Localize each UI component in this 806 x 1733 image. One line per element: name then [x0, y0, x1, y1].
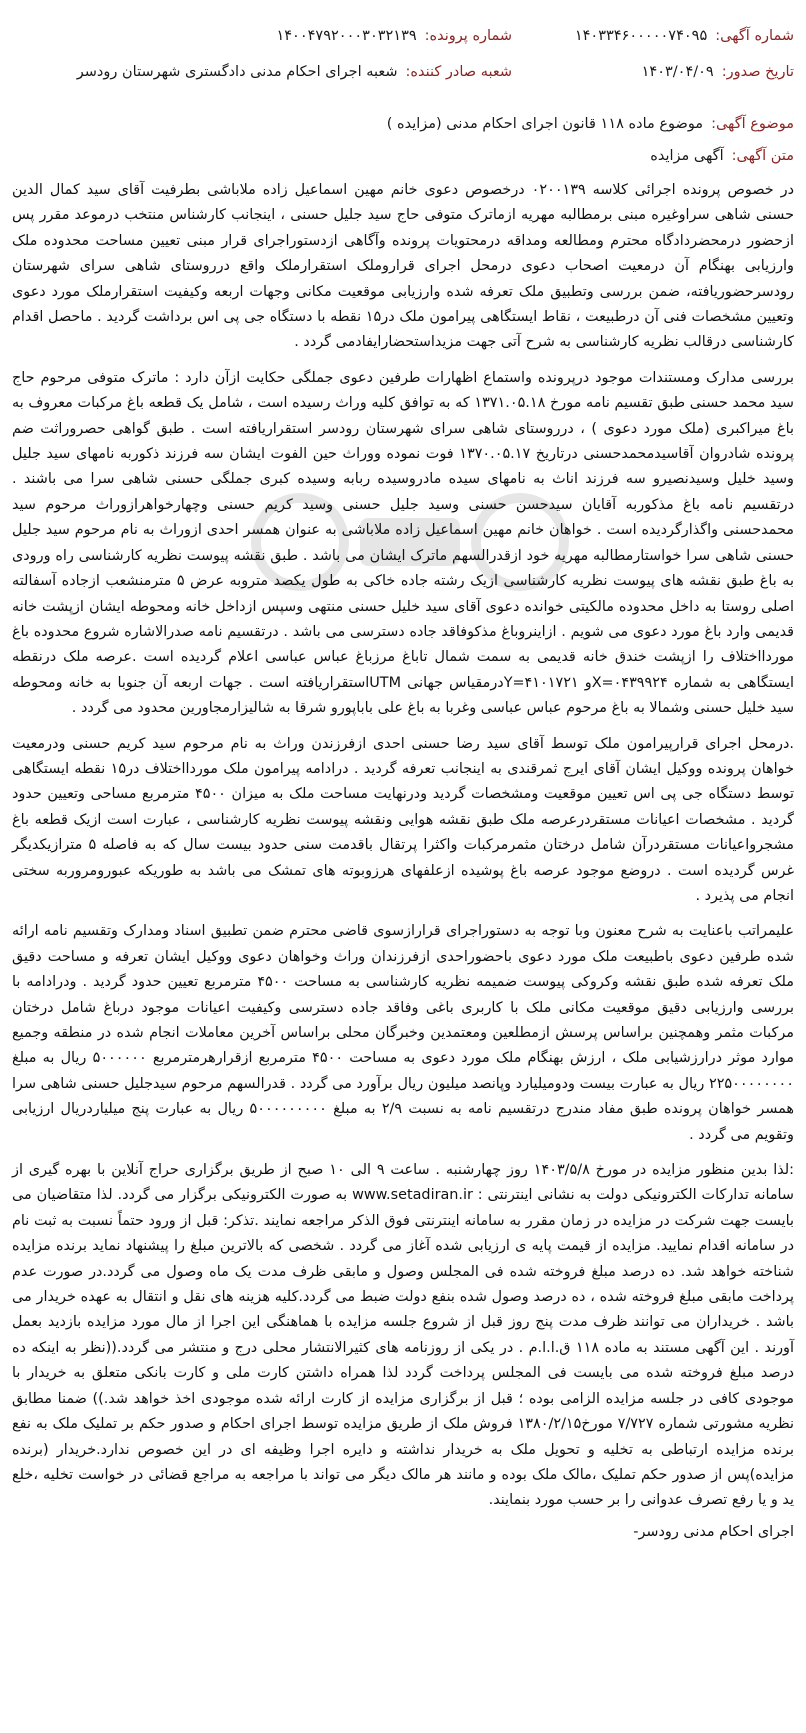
ad-number-value: ۱۴۰۳۳۴۶۰۰۰۰۰۷۴۰۹۵: [574, 28, 708, 44]
case-number-label: شماره پرونده:: [424, 28, 512, 44]
ad-number-label: شماره آگهی:: [715, 28, 794, 44]
notice-body: [12, 178, 794, 1514]
paragraph: :لذا بدین منظور مزایده در مورخ ۱۴۰۳/۵/۸ روز چهارشنبه . ساعت ۹ الی ۱۰ صبح از طریق برگزاری حراج آنلاین با بهره گیری از سامانه تدارکات الکترونیکی دولت به نشانی اینترنتی : www.setadiran.ir به صورت الکترونیکی برگزار می گردد. لذا متقاضیان می بایست جهت شرکت در مزایده در زمان مقرر به سامانه اینترنتی فوق الذکر مراجعه نمایند .تذکر: قبل از ورود حتماً نسبت به ثبت نام در سامانه اقدام نمایید. مزایده از قیمت پایه ی ارزیابی شده آغاز می گردد . شخصی که بالاترین مبلغ را پیشنهاد نماید برنده مزایده شناخته خواهد شد. ده درصد مبلغ فروخته شده فی المجلس وصول و مابقی ظرف مدت یک ماه وصول می گردد.در صورت عدم پرداخت مابقی مبلغ فروخته شده ، ده درصد وصول شده بنفع دولت ضبط می گردد.کلیه هزینه های نقل و انتقال به عهده خریدار می باشد . خریداران می توانند ظرف مدت پنج روز قبل از شروع جلسه مزایده با هماهنگی این اجرا از مال مورد مزایده بازدید بعمل آورند . این آگهی مستند به ماده ۱۱۸ ق.ا.ا.م . در یکی از روزنامه های کثیرالانتشار محلی درج و منتشر می گردد.((نظر به اینکه ده درصد مبلغ فروخته شده می بایست فی المجلس پرداخت گردد لذا همراه داشتن کارت ملی و کارت بانکی متعلق به خریدار با موجودی کافی در جلسه مزایده الزامی بوده ؛ قبل از برگزاری مزایده از کارت ارائه شده موجودی اخذ خواهد شد.)) ضمنا مطابق نظریه مشورتی شماره ۷/۷۲۷ مورخ۱۳۸۰/۲/۱۵ فروش ملک از طریق مزایده توسط اجرای احکام و صدور حکم بر تملیک ملک به نفع برنده مزایده ارتباطی به تخلیه و تحویل ملک به خریدار نداشته و دایره اجرا وظیفه ای در این خصوص ندارد.خریدار (برنده مزایده)پس از صدور حکم تملیک ،مالک ملک بوده و مانند هر مالک دیگر می تواند با مراجعه به مراجع قضائی در خواست تخلیه ،خلع ید و یا رفع تصرف عدوانی را بر حسب مورد بنمایند.: [12, 1162, 794, 1509]
paragraph: در خصوص پرونده اجرائی کلاسه ۰۲۰۰۱۳۹ درخصوص دعوی خانم مهین اسماعیل زاده ملاباشی بطرفیت آقای سید کمال الدین حسنی شاهی سراوغیره مبنی برمطالبه مهریه ازماترک متوفی حاج سید جلیل حسنی ، اینجانب کارشناس منتخب درموعد مقرر پس ازحضور درمحضردادگاه محترم ومطالعه ومداقه درمحتویات پرونده وآگاهی ازدستوراجرای قرار مبنی تعیین مساحت محدوده ملک وارزیابی بهنگام آن درمعیت اصحاب دعوی درمحل اجرای قراروملک استقرارملک واقع درروستای شاهی سرای شهرستان رودسرحضوریافته، ضمن بررسی وتطبیق ملک تعرفه شده وارزیابی موقعیت مکانی وجهات اربعه وکیفیت استقرارملک مورد دعوی وتعیین مشخصات فنی آن درطبیعت ، نقاط ایستگاهی پیرامون ملک در۱۵ نقطه با دستگاه جی پی اس برداشت گردید . ماحصل اقدام کارشناسی درقالب نظریه کارشناسی به شرح آتی جهت مزیداستحضارایفادمی گردد .: [12, 182, 794, 351]
signature: اجرای احکام مدنی رودسر-: [633, 1523, 794, 1540]
issuing-branch: [12, 64, 512, 80]
ad-number: [514, 28, 794, 44]
text-title-label: متن آگهی:: [731, 148, 794, 164]
issuing-branch-value: شعبه اجرای احکام مدنی دادگستری شهرستان رودسر: [76, 64, 398, 80]
paragraph: .درمحل اجرای قرارپیرامون ملک توسط آقای سید رضا حسنی احدی ازفرزندن وراث به نام مرحوم سید کریم حسنی ودرمعیت خواهان پرونده ووکیل ایشان آقای ایرج ثمرقندی به اینجانب تعرفه گردید . درادامه پیرامون ملک موردااختلاف در۱۵ نقطه ایستگاهی توسط دستگاه جی پی اس تعیین موقعیت ومشخصات گردید ودرنهایت مساحت ملک به میزان ۴۵۰۰ مترمربع مساحی وتعیین حدود گردید . مشخصات اعیانات مستقردرعرصه ملک طبق نقشه هوایی ونقشه پیوست نظریه کارشناسی ، عبارت است ازیک قطعه باغ مشجرواعیانات مستقردرآن شامل درختان مثمرمرکبات واکثرا پرتقال باقدمت سنی حدود بیست سال که به فاصله ۵ مترازیکدیگر غرس گردیده است . دروضع موجود عرصه باغ پوشیده ازعلفهای هرزوبوته های تمشک می باشد به طوریکه عبورومروربه سختی انجام می پذیرد .: [12, 735, 794, 904]
issuing-branch-label: شعبه صادر کننده:: [405, 64, 512, 80]
paragraph: بررسی مدارک ومستندات موجود درپرونده واستماع اظهارات طرفین دعوی جملگی حکایت ازآن دارد : ماترک متوفی مرحوم حاج سید محمد حسنی طبق تقسیم نامه مورخ ۱۳۷۱.۰۵.۱۸ که به توافق کلیه وراث رسیده است ، شامل یک قطعه باغ مرکبات معروف به باغ میراکبری (ملک مورد دعوی ) ، درروستای شاهی سرای شهرستان رودسر استقراریافته است . طبق گواهی حصروراثت ضم پرونده شادروان آقاسیدمحمدحسنی درتاریخ ۱۳۷۰.۰۵.۱۷ فوت نموده ووراث حین الفوت ایشان سه فرزند ذکوربه نامهای سید جلیل وسید خلیل وسیدنصیرو سه فرزند اناث به نامهای سیده مادروسیده ربابه وسیده کبری جملگی حسنی شاهی سرا می باشند . درتقسیم نامه باغ مذکوربه آقایان سیدحسن حسنی وسید جلیل حسنی وسید کریم حسنی وچهارخواهرازوراث مرحوم سید محمدحسنی واگذارگردیده است . خواهان خانم مهین اسماعیل زاده ملاباشی به عنوان همسر احدی ازوراث به نام مرحوم سید جلیل حسنی شاهی سرا خواستارمطالبه مهریه خود ازقدرالسهم ماترک ایشان می باشد . طبق نقشه پیوست نظریه کارشناسی راه ورودی به باغ طبق نقشه های پیوست نظریه کارشناسی ازیک رشته جاده خاکی به طول یکصد متروبه عرض ۵ مترمنشعب ازجاده آسفالته اصلی روستا به داخل محدوده مالکیتی خوانده دعوی آقای سید خلیل حسنی منتهی وسپس ازداخل خانه ومحوطه ایشان ازپشت خانه قدیمی وارد باغ مورد دعوی می شویم . ازاینروباغ مذکوفاقد جاده دسترسی می باشد . درتقسیم نامه صدرالاشاره شروع محدوده باغ موردااختلاف را ازپشت خندق خانه قدیمی به سمت شمال تاباغ مرزباغ عباس عباسی اعلام گردیده است .عرصه ملک درنقطه ایستگاهی به شماره X=۰۴۳۹۹۲۴و Y=۴۱۰۱۷۲۱درمقیاس جهانی UTMاستقراریافته است . جهات اربعه آن جنوبا به خانه ومحوطه سید خلیل حسنی وشمالا به باغ مرحوم عباس عباسی وغربا به باغ علی باباپورو شرقا به شالیزارمجاورین محدود می گردد .: [12, 369, 795, 717]
header-row-1: [12, 28, 794, 64]
subject-value: موضوع ماده ۱۱۸ قانون اجرای احکام مدنی (مزایده ): [386, 116, 704, 132]
subject-row: [12, 116, 794, 132]
text-title-row: [12, 148, 794, 164]
issue-date-value: ۱۴۰۳/۰۴/۰۹: [641, 64, 714, 80]
paragraph: علیمراتب باعنایت به شرح معنون وبا توجه به دستوراجرای قرارازسوی قاضی محترم ضمن تطبیق اسناد ومدارک وتقسیم نامه ارائه شده طرفین دعوی باطبیعت ملک مورد دعوی باحضوراحدی ازفرزندان وراث وخواهان دعوی ووکیل ایشان تعرفه و مساحت دقیق ملک تعرفه شده طبق نقشه وکروکی پیوست ضمیمه نظریه کارشناسی به مساحت ۴۵۰۰ مترمربع تعیین حدود گردید . ودرادامه با بررسی وارزیابی دقیق موقعیت مکانی ملک با کاربری باغی وفاقد جاده دسترسی وکیفیت اعیانات موجود درباغ شامل درختان مرکبات مثمر وهمچنین براساس پرسش ازمطلعین ومعتمدین وخبرگان محلی براساس آخرین معاملات انجام شده در منطقه وجمیع موارد موثر درارزشیابی ملک ، ارزش بهنگام ملک مورد دعوی به مساحت ۴۵۰۰ مترمربع ازقرارهرمترمربع ۵۰۰۰۰۰۰ ریال به مبلغ ۲۲۵۰۰۰۰۰۰۰۰ ریال به عبارت بیست ودومیلیارد وپانصد میلیون ریال برآورد می گردد . قدرالسهم مرحوم سیدجلیل حسنی شاهی سرا همسر خواهان پرونده طبق مفاد مندرج درتقسیم نامه به نسبت ۲/۹ به مبلغ ۵۰۰۰۰۰۰۰۰۰ ریال به عبارت پنج میلیاردریال ارزیابی وتقویم می گردد .: [12, 923, 795, 1143]
header-row-2: [12, 64, 794, 100]
issue-date: [514, 64, 794, 80]
text-title-value: آگهی مزایده: [650, 148, 724, 164]
case-number-value: ۱۴۰۰۴۷۹۲۰۰۰۳۰۳۲۱۳۹: [276, 28, 417, 44]
subject-label: موضوع آگهی:: [711, 116, 794, 132]
case-number: [12, 28, 512, 44]
issue-date-label: تاریخ صدور:: [721, 64, 794, 80]
